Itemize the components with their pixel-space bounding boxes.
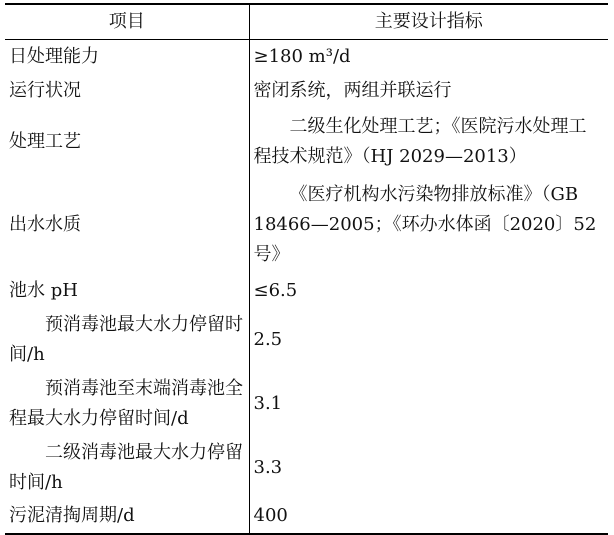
row-value: 3.3 (253, 456, 283, 478)
table-row (5, 372, 608, 436)
row-item: 预消毒池至末端消毒池全程最大水力停留时间/d (5, 372, 249, 436)
table-row (5, 274, 608, 308)
design-spec-table (5, 3, 608, 535)
table-row (5, 436, 608, 500)
row-item: 出水水质 (5, 176, 249, 274)
row-item: 运行状况 (5, 74, 249, 108)
row-item: 池水 pH (5, 274, 249, 308)
row-value: 400 (253, 505, 288, 526)
row-item: 污泥清掏周期/d (5, 500, 249, 534)
row-value: 密闭系统，两组并联运行 (253, 79, 452, 101)
table-row (5, 74, 608, 108)
row-value: 二级生化处理工艺；《医院污水处理工程技术规范》（HJ 2029—2013） (253, 115, 587, 167)
row-item: 日处理能力 (5, 40, 249, 74)
row-item: 预消毒池最大水力停留时间/h (5, 308, 249, 372)
table-row (5, 108, 608, 176)
header-design-index: 主要设计指标 (374, 11, 483, 32)
table-header-row (5, 4, 608, 40)
row-value: ≤6.5 (253, 279, 298, 301)
table-row (5, 500, 608, 534)
row-item: 处理工艺 (5, 108, 249, 176)
table-row (5, 40, 608, 74)
row-item: 二级消毒池最大水力停留时间/h (5, 436, 249, 500)
table-row (5, 176, 608, 274)
header-item: 项目 (5, 4, 249, 40)
row-value: 《医疗机构水污染物排放标准》（GB 18466—2005；《环办水体函〔2020〕52号》 (253, 183, 597, 265)
row-value: ≥180 m³/d (253, 45, 351, 67)
row-value: 2.5 (253, 328, 283, 350)
table-row (5, 308, 608, 372)
row-value: 3.1 (253, 392, 283, 414)
